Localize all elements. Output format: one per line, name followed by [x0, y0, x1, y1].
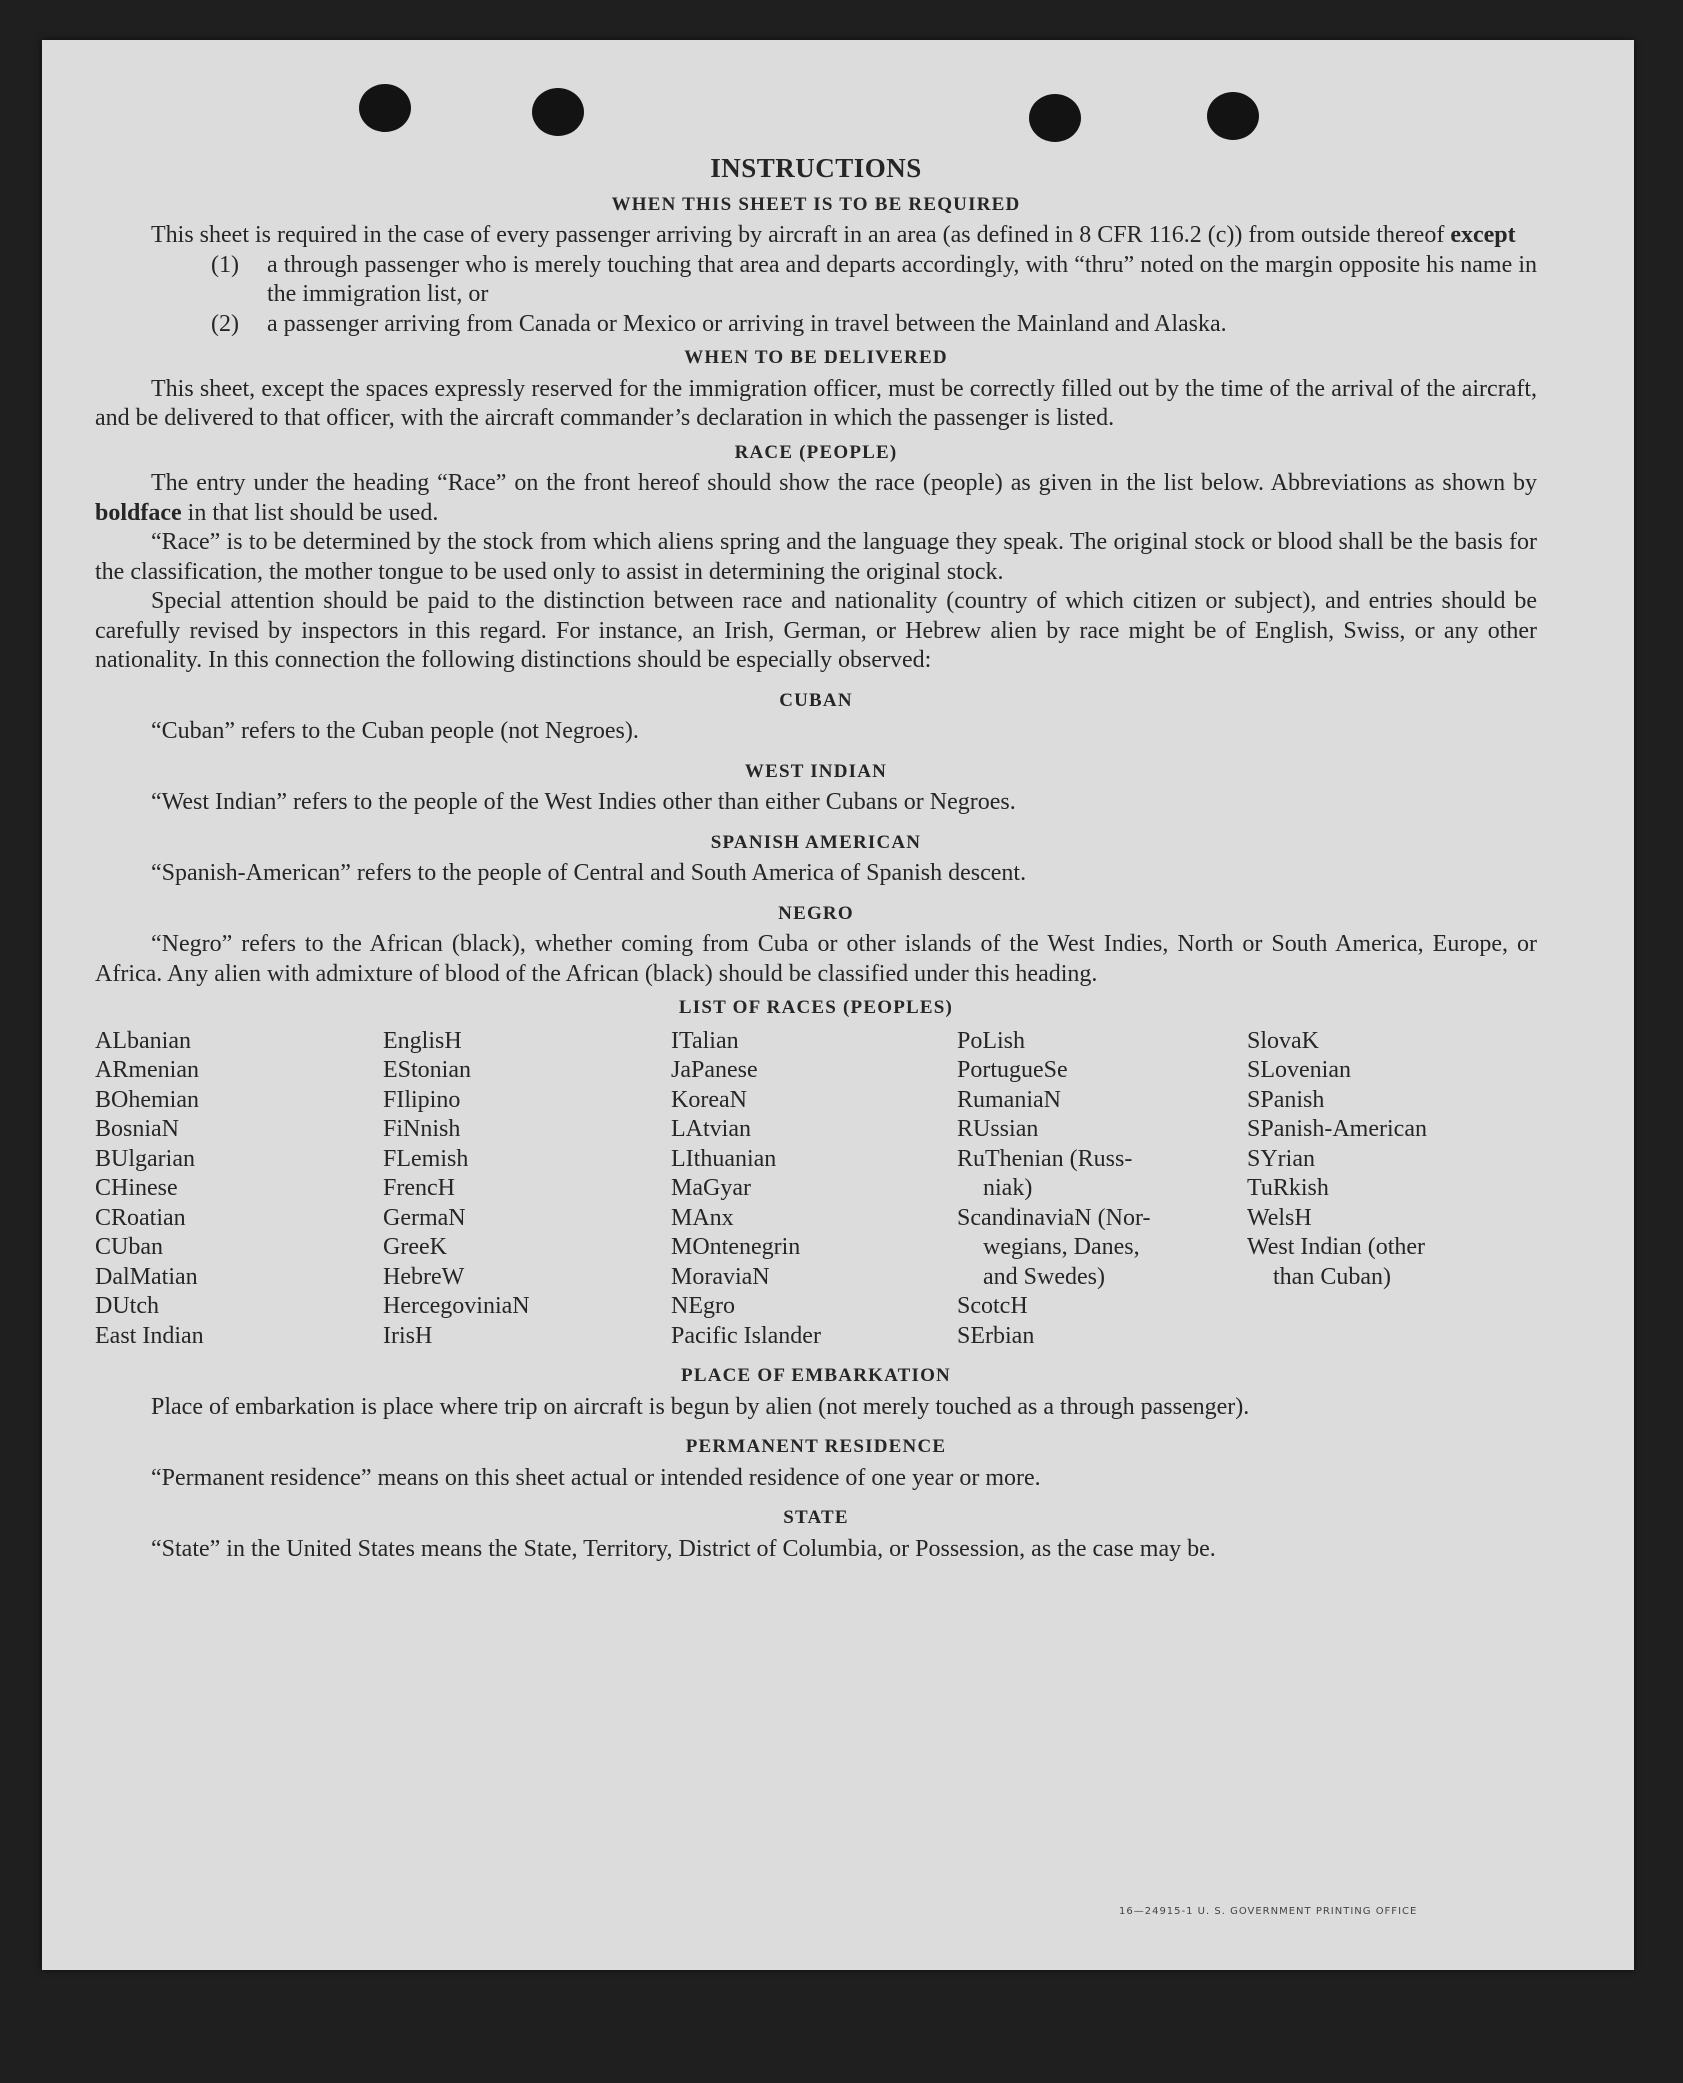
race-entry: BOhemian	[95, 1086, 199, 1113]
required-item: (2) a passenger arriving from Canada or Mexico or arriving in travel between the Mainland and Alaska.	[211, 310, 1227, 337]
race-entry: SYrian	[1247, 1145, 1315, 1172]
required-item: (1) a through passenger who is merely touching that area and departs accordingly, with “thru” noted on the margin opposite his name in the immigration list, or	[211, 251, 1537, 307]
race-entry: GermaN	[383, 1204, 466, 1231]
race-entry: SLovenian	[1247, 1057, 1351, 1083]
race-entry: HebreW	[383, 1263, 465, 1290]
punch-hole	[532, 88, 584, 136]
race-entry: PoLish	[957, 1027, 1026, 1054]
races-column-3	[671, 1027, 957, 1352]
race-entry: RUssian	[957, 1116, 1039, 1142]
race-paragraph-3: Special attention should be paid to the distinction between race and nationality (country of which citizen or subject), and entries should be carefully revised by inspectors in this regard. For instance, an Irish, German, or Hebrew alien by race might be of English, Swiss, or any other nationality. In this connection the following distinctions should be especially observed:	[95, 588, 1537, 673]
race-entry: LAtvian	[671, 1116, 751, 1142]
races-column-1	[95, 1027, 383, 1352]
race-entry: KoreaN	[671, 1086, 747, 1113]
race-entry: FiNnish	[383, 1116, 461, 1142]
race-entry: CUban	[95, 1234, 163, 1260]
race-entry: PortugueSe	[957, 1057, 1068, 1083]
heading-west-indian: WEST INDIAN	[744, 760, 888, 782]
race-entry: CRoatian	[95, 1204, 186, 1231]
race-entry: TuRkish	[1247, 1175, 1329, 1201]
printer-imprint: 16—24915-1 U. S. GOVERNMENT PRINTING OFFICE	[1119, 1906, 1418, 1917]
race-entry: GreeK	[383, 1234, 447, 1260]
heading-delivered: WHEN TO BE DELIVERED	[684, 347, 948, 368]
heading-embarkation: PLACE OF EMBARKATION	[681, 1365, 951, 1386]
race-entry: CHinese	[95, 1175, 178, 1201]
heading-spanish-american: SPANISH AMERICAN	[710, 831, 922, 853]
race-entry: SErbian	[957, 1322, 1035, 1349]
race-entry: SPanish	[1247, 1086, 1325, 1113]
race-entry: RuThenian (Russ-	[957, 1145, 1133, 1172]
race-paragraph-2: “Race” is to be determined by the stock from which aliens spring and the language they speak. The original stock or blood shall be the basis for the classification, the mother tongue to be used only to assist in determining the original stock.	[95, 529, 1537, 585]
race-paragraph-1: The entry under the heading “Race” on the front hereof should show the race (people) as given in the list below. Abbreviations as shown by boldface in that list should be used.	[95, 470, 1537, 526]
required-intro: This sheet is required in the case of every passenger arriving by aircraft in an area (as defined in 8 CFR 116.2 (c)) from outside thereof except	[151, 222, 1516, 248]
race-entry: BosniaN	[95, 1116, 179, 1142]
races-list	[95, 1027, 1537, 1352]
race-entry: and Swedes)	[983, 1263, 1105, 1290]
heading-negro: NEGRO	[778, 902, 854, 924]
race-entry: FLemish	[383, 1145, 469, 1172]
negro-text: “Negro” refers to the African (black), whether coming from Cuba or other islands of the West Indies, North or South America, Europe, or Africa. Any alien with admixture of blood of the African (black) should be classified under this heading.	[95, 931, 1537, 987]
race-entry: WelsH	[1247, 1204, 1312, 1231]
race-entry: NEgro	[671, 1293, 735, 1319]
race-entry: FIlipino	[383, 1086, 461, 1113]
race-entry: West Indian (other	[1247, 1234, 1426, 1260]
race-entry: MAnx	[671, 1204, 734, 1231]
race-entry: HercegoviniaN	[383, 1293, 530, 1319]
race-entry: than Cuban)	[1273, 1263, 1391, 1290]
document-sheet	[42, 40, 1634, 1970]
race-entry: EnglisH	[383, 1027, 462, 1054]
heading-residence: PERMANENT RESIDENCE	[685, 1436, 947, 1457]
race-entry: BUlgarian	[95, 1145, 195, 1172]
cuban-text: “Cuban” refers to the Cuban people (not Negroes).	[151, 718, 639, 744]
punch-hole	[1207, 92, 1259, 140]
west-indian-text: “West Indian” refers to the people of the West Indies other than either Cubans or Negroes.	[151, 789, 1016, 815]
race-entry: MoraviaN	[671, 1263, 770, 1290]
race-entry: ALbanian	[95, 1027, 191, 1054]
race-entry: ScandinaviaN (Nor-	[957, 1204, 1151, 1231]
heading-required: WHEN THIS SHEET IS TO BE REQUIRED	[611, 193, 1021, 215]
heading-state: STATE	[783, 1507, 849, 1528]
spanish-american-text: “Spanish-American” refers to the people of Central and South America of Spanish descent.	[151, 860, 1027, 886]
state-text: “State” in the United States means the State, Territory, District of Columbia, or Possession, as the case may be.	[151, 1535, 1216, 1562]
race-entry: EStonian	[383, 1057, 471, 1083]
race-entry: RumaniaN	[957, 1086, 1061, 1113]
race-entry: ScotcH	[957, 1293, 1028, 1319]
residence-text: “Permanent residence” means on this sheet actual or intended residence of one year or more.	[151, 1464, 1041, 1491]
races-column-5	[1247, 1027, 1537, 1352]
race-entry: ITalian	[671, 1027, 739, 1054]
race-entry: SlovaK	[1247, 1027, 1319, 1054]
race-entry: DUtch	[95, 1293, 159, 1319]
race-entry: LIthuanian	[671, 1145, 777, 1172]
race-entry: East Indian	[95, 1322, 204, 1349]
instructions-body	[95, 154, 1537, 1564]
heading-race: RACE (PEOPLE)	[734, 441, 898, 463]
punch-hole	[359, 84, 411, 132]
heading-cuban: CUBAN	[779, 689, 853, 711]
delivered-text: This sheet, except the spaces expressly reserved for the immigration officer, must be correctly filled out by the time of the arrival of the aircraft, and be delivered to that officer, with the aircraft commander’s declaration in which the passenger is listed.	[95, 375, 1537, 431]
embarkation-text: Place of embarkation is place where trip on aircraft is begun by alien (not merely touched as a through passenger).	[151, 1393, 1250, 1420]
race-entry: DalMatian	[95, 1263, 198, 1290]
race-entry: JaPanese	[671, 1057, 758, 1083]
race-entry: FrencH	[383, 1175, 455, 1201]
race-entry: Pacific Islander	[671, 1322, 821, 1349]
page-title: INSTRUCTIONS	[710, 153, 922, 183]
race-entry: IrisH	[383, 1322, 433, 1349]
race-entry: niak)	[983, 1175, 1033, 1201]
race-entry: MaGyar	[671, 1175, 751, 1201]
race-entry: wegians, Danes,	[983, 1234, 1140, 1260]
race-entry: SPanish-American	[1247, 1116, 1427, 1142]
punch-hole	[1029, 94, 1081, 142]
race-entry: ARmenian	[95, 1057, 199, 1083]
races-column-2	[383, 1027, 671, 1352]
races-column-4	[957, 1027, 1247, 1352]
race-entry: MOntenegrin	[671, 1234, 801, 1260]
heading-races-list: LIST OF RACES (PEOPLES)	[678, 997, 954, 1018]
